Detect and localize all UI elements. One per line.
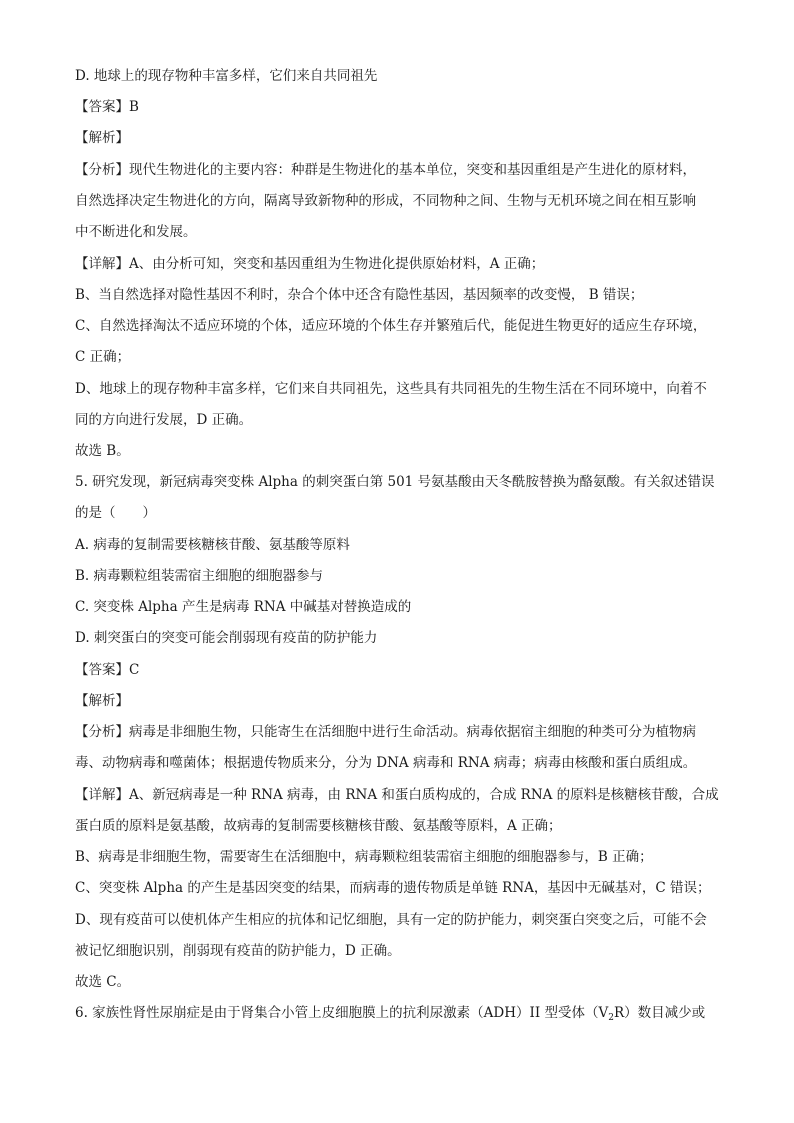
detail-text: D、地球上的现存物种丰富多样，它们来自共同祖先，这些具有共同祖先的生物生活在不同环境中，向着不 xyxy=(75,381,707,397)
analysis-text: 【分析】病毒是非细胞生物，只能寄生在活细胞中进行生命活动。病毒依据宿主细胞的种类可分为植物病 xyxy=(75,724,696,740)
detail-text: 【详解】A、由分析可知，突变和基因重组为生物进化提供原始材料，A 正确； xyxy=(75,256,545,272)
detail-text: 被记忆细胞识别，削弱现有疫苗的防护能力，D 正确。 xyxy=(75,943,401,959)
option-d: D. 刺突蛋白的突变可能会削弱现有疫苗的防护能力 xyxy=(75,630,378,646)
option-b: B. 病毒颗粒组装需宿主细胞的细胞器参与 xyxy=(75,568,324,584)
detail-text: C、突变株 Alpha 的产生是基因突变的结果，而病毒的遗传物质是单链 RNA，基因中无碱基对，C 错误； xyxy=(75,880,711,896)
choice-conclusion: 故选 B。 xyxy=(75,443,130,459)
option-d-prev-question: D. 地球上的现存物种丰富多样，它们来自共同祖先 xyxy=(75,68,378,84)
choice-conclusion: 故选 C。 xyxy=(75,974,131,990)
detail-text: D、现有疫苗可以使机体产生相应的抗体和记忆细胞，具有一定的防护能力，刺突蛋白突变之后，可能不会 xyxy=(75,912,707,928)
detail-text: B、当自然选择对隐性基因不利时，杂合个体中还含有隐性基因，基因频率的改变慢， B 错误； xyxy=(75,287,644,303)
detail-text: B、病毒是非细胞生物，需要寄生在活细胞中，病毒颗粒组装需宿主细胞的细胞器参与，B 正确； xyxy=(75,849,653,865)
detail-text: 【详解】A、新冠病毒是一种 RNA 病毒，由 RNA 和蛋白质构成的，合成 RNA 的原料是核糖核苷酸，合成 xyxy=(75,787,719,803)
option-a: A. 病毒的复制需要核糖核苷酸、氨基酸等原料 xyxy=(75,537,350,553)
question-6-text-end: R）数目减少或 xyxy=(613,1005,706,1021)
question-5-stem: 的是（ ） xyxy=(75,505,156,521)
detail-text: C、自然选择淘汰不适应环境的个体，适应环境的个体生存并繁殖后代，能促进生物更好的适应生存环境， xyxy=(75,318,707,334)
option-c: C. 突变株 Alpha 产生是病毒 RNA 中碱基对替换造成的 xyxy=(75,599,412,615)
detail-text: 蛋白质的原料是氨基酸，故病毒的复制需要核糖核苷酸、氨基酸等原料，A 正确； xyxy=(75,818,562,834)
subscript: 2 xyxy=(608,1013,614,1023)
analysis-text: 【分析】现代生物进化的主要内容：种群是生物进化的基本单位，突变和基因重组是产生进化的原材料， xyxy=(75,162,696,178)
answer-label: 【答案】C xyxy=(75,662,140,678)
analysis-text: 中不断进化和发展。 xyxy=(75,224,197,240)
analysis-heading: 【解析】 xyxy=(75,693,129,709)
analysis-text: 毒、动物病毒和噬菌体；根据遗传物质来分，分为 DNA 病毒和 RNA 病毒；病毒由核酸和蛋白质组成。 xyxy=(75,755,697,771)
analysis-heading: 【解析】 xyxy=(75,130,129,146)
question-5-stem: 5. 研究发现，新冠病毒突变株 Alpha 的刺突蛋白第 501 号氨基酸由天冬酰胺替换为酪氨酸。有关叙述错误 xyxy=(75,474,715,490)
detail-text: C 正确； xyxy=(75,349,131,365)
analysis-text: 自然选择决定生物进化的方向，隔离导致新物种的形成，不同物种之间、生物与无机环境之间在相互影响 xyxy=(75,193,696,209)
question-6-stem xyxy=(75,1003,725,1028)
detail-text: 同的方向进行发展，D 正确。 xyxy=(75,412,253,428)
answer-label: 【答案】B xyxy=(75,99,139,115)
question-6-text: 6. 家族性肾性尿崩症是由于肾集合小管上皮细胞膜上的抗利尿激素（ADH）II 型受体（V xyxy=(75,1005,609,1021)
